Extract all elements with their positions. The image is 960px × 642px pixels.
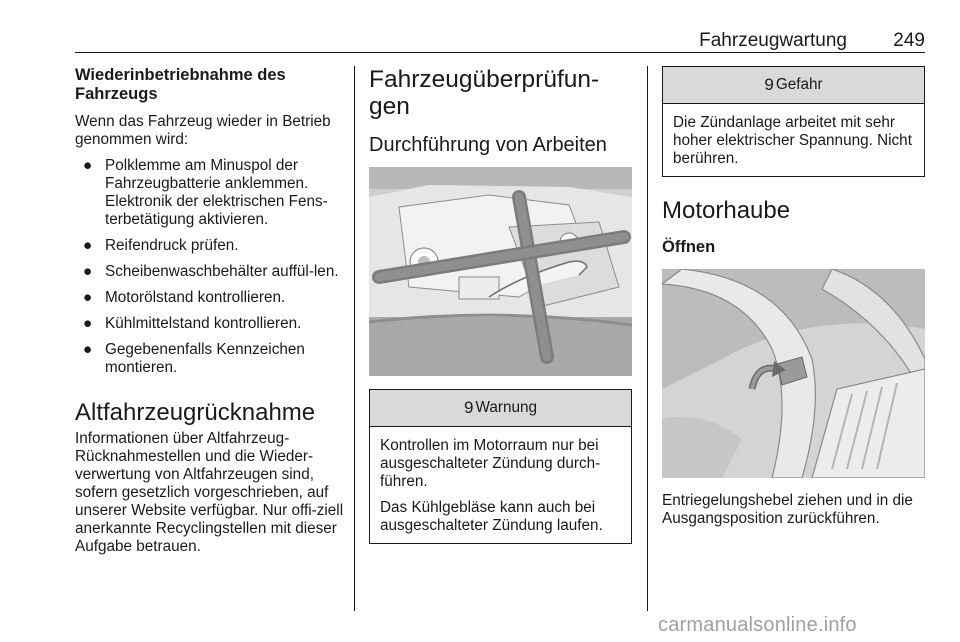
section-heading-bonnet: Motorhaube	[662, 197, 791, 224]
danger-box	[662, 66, 925, 177]
bullet-icon: ●	[83, 237, 93, 254]
column-divider-2	[647, 66, 648, 611]
list-item: ● Reifendruck prüfen.	[83, 237, 239, 254]
watermark: carmanualsonline.info	[658, 614, 857, 636]
column-middle	[369, 66, 632, 544]
engine-bay-drawing	[369, 167, 632, 376]
section-heading-end-of-life: Altfahrzeugrücknahme	[75, 399, 316, 426]
warning-text-1: Kontrollen im Motorraum nur bei ausgeschalteter Zündung durch-führen.	[380, 437, 601, 490]
bullet-icon: ●	[83, 263, 93, 280]
danger-icon: 9	[764, 75, 774, 94]
warning-box-header	[370, 390, 631, 427]
list-item: ● Motorölstand kontrollieren.	[83, 289, 286, 306]
section-heading-recommission: Wiederinbetriebnahme des Fahrzeugs	[75, 66, 286, 103]
engine-bay-illustration	[369, 167, 632, 376]
list-item: ● Kühlmittelstand kontrollieren.	[83, 315, 302, 332]
danger-box-header	[663, 67, 924, 104]
sub-heading-work: Durchführung von Arbeiten	[369, 134, 607, 156]
column-right	[662, 66, 925, 528]
recommission-intro: Wenn das Fahrzeug wieder in Betrieb genommen wird:	[75, 113, 331, 148]
list-item: ● Polklemme am Minuspol der Fahrzeugbatterie anklemmen. Elektronik der elektrischen Fens-terbetätigung aktivieren.	[83, 157, 328, 228]
danger-box-body	[663, 104, 924, 176]
sub-heading-open: Öffnen	[662, 238, 716, 256]
checklist	[75, 157, 345, 377]
list-item: ● Gegebenenfalls Kennzeichen montieren.	[83, 341, 305, 376]
danger-title: Gefahr	[775, 76, 823, 93]
warning-box-body	[370, 427, 631, 543]
end-of-life-text: Informationen über Altfahrzeug-Rücknahmestellen und die Wieder-verwertung von Altfahrzeugen sind, sofern gesetzlich vorgeschrieben, auf unserer Website verfügbar. Nur offi-ziell anerkannte Recyclingstellen mit dieser Aufgabe betrauen.	[75, 430, 344, 555]
column-divider-1	[354, 66, 355, 611]
warning-text-2: Das Kühlgebläse kann auch bei ausgeschalteter Zündung laufen.	[380, 499, 603, 534]
warning-title: Warnung	[475, 399, 537, 416]
bonnet-release-illustration	[662, 269, 925, 478]
bullet-icon: ●	[83, 289, 93, 306]
bullet-icon: ●	[83, 157, 93, 174]
warning-box	[369, 389, 632, 544]
column-left	[75, 66, 345, 556]
page-header	[75, 28, 925, 53]
running-title: Fahrzeugwartung	[699, 30, 847, 51]
warning-icon: 9	[464, 398, 474, 417]
bullet-icon: ●	[83, 315, 93, 332]
danger-text: Die Zündanlage arbeitet mit sehr hoher elektrischer Spannung. Nicht berühren.	[673, 114, 912, 167]
main-heading-inspections: Fahrzeugüberprüfun-gen	[369, 66, 600, 120]
page-number: 249	[893, 30, 925, 51]
bullet-icon: ●	[83, 341, 93, 358]
list-item: ● Scheibenwaschbehälter auffül-len.	[83, 263, 339, 280]
bonnet-release-caption: Entriegelungshebel ziehen und in die Ausgangsposition zurückführen.	[662, 492, 913, 527]
bonnet-release-drawing	[662, 269, 925, 478]
